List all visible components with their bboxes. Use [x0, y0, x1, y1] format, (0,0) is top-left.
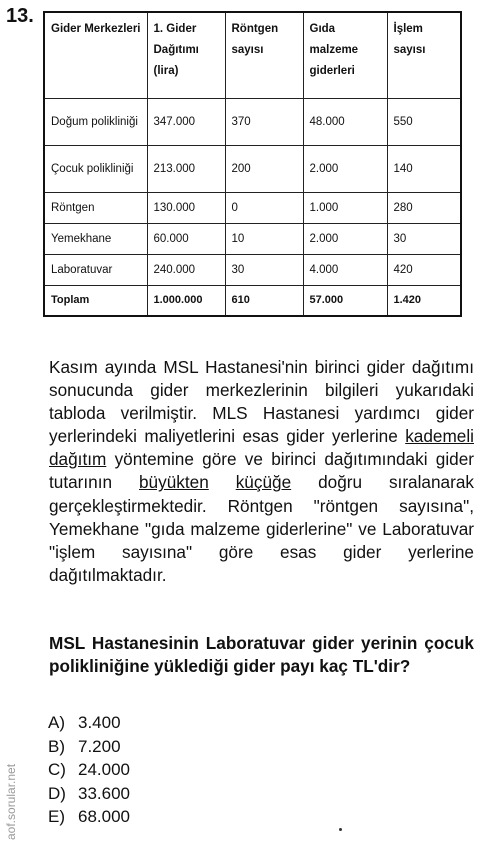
passage-space	[209, 472, 236, 492]
table-cell: Toplam	[44, 286, 147, 317]
table-cell: 48.000	[303, 99, 387, 146]
table-cell: 57.000	[303, 286, 387, 317]
table-cell: 280	[387, 193, 461, 224]
option-text: 33.600	[78, 783, 130, 803]
side-watermark: aof.sorular.net	[4, 763, 18, 840]
header-first-distribution: 1. Gider Dağıtımı (lira)	[147, 12, 225, 99]
table-cell: 213.000	[147, 146, 225, 193]
answer-option-b[interactable]	[48, 735, 130, 759]
passage-text: yöntemine göre ve birinci dağıtımındaki gider tutarının	[49, 449, 474, 493]
table-cell: Röntgen	[44, 193, 147, 224]
cost-table	[43, 11, 462, 317]
table-cell: 1.000	[303, 193, 387, 224]
option-text: 24.000	[78, 760, 130, 780]
table-cell: 370	[225, 99, 303, 146]
table-header-row	[44, 12, 461, 99]
table-cell: 10	[225, 224, 303, 255]
table-cell: Yemekhane	[44, 224, 147, 255]
table-cell: 610	[225, 286, 303, 317]
underlined-term: kademeli	[405, 426, 474, 447]
table-total-row	[44, 286, 461, 317]
table-cell: 550	[387, 99, 461, 146]
table-cell: 130.000	[147, 193, 225, 224]
option-letter: C)	[48, 760, 66, 780]
answer-option-a[interactable]	[48, 711, 130, 735]
header-food-cost: Gıda malzeme giderleri	[303, 12, 387, 99]
table-cell: 240.000	[147, 255, 225, 286]
header-xray-count: Röntgen sayısı	[225, 12, 303, 99]
underlined-term: küçüğe	[235, 472, 292, 493]
table-cell: 1.420	[387, 286, 461, 317]
option-text: 3.400	[78, 713, 121, 732]
table-cell: 140	[387, 146, 461, 193]
underlined-term: büyükten	[139, 472, 209, 493]
option-letter: A)	[48, 713, 65, 732]
option-text: 7.200	[78, 736, 121, 756]
table-cell: 347.000	[147, 99, 225, 146]
question-stem: MSL Hastanesinin Laboratuvar gider yerinin çocuk polikliniğine yüklediği gider payı kaç TL'dir?	[49, 633, 474, 676]
table-cell: Doğum polikliniği	[44, 99, 147, 146]
underlined-term: dağıtım	[49, 449, 107, 470]
table-cell: Çocuk polikliniği	[44, 146, 147, 193]
option-letter: D)	[48, 783, 66, 803]
option-letter: B)	[48, 736, 65, 756]
table-cell: 2.000	[303, 146, 387, 193]
table-row	[44, 255, 461, 286]
table-row	[44, 146, 461, 193]
table-cell: 30	[225, 255, 303, 286]
question-number: 13.	[6, 5, 34, 27]
header-cost-center: Gider Merkezleri	[44, 12, 147, 99]
table-row	[44, 193, 461, 224]
passage-text: Kasım ayında MSL Hastanesi'nin birinci gider dağıtımı sonucunda gider merkezlerinin bilgileri yukarıdaki tabloda verilmiştir. MLS Hastanesi yardımcı gider yerlerindeki maliyetlerini esas gider yerlerine	[49, 357, 474, 447]
table-cell: 0	[225, 193, 303, 224]
table-cell: 30	[387, 224, 461, 255]
table-cell: 2.000	[303, 224, 387, 255]
table-cell: 4.000	[303, 255, 387, 286]
table-cell: Laboratuvar	[44, 255, 147, 286]
table-cell: 420	[387, 255, 461, 286]
answer-options	[48, 711, 130, 829]
table-row	[44, 99, 461, 146]
header-operation-count: İşlem sayısı	[387, 12, 461, 99]
table-cell: 200	[225, 146, 303, 193]
answer-option-d[interactable]	[48, 782, 130, 806]
answer-option-c[interactable]	[48, 758, 130, 782]
table-cell: 1.000.000	[147, 286, 225, 317]
stray-dot	[339, 828, 342, 831]
passage-text: doğru sıralanarak gerçekleştirmektedir. Röntgen "röntgen sayısına", Yemekhane "gıda malzeme giderlerine" ve Laboratuvar "işlem sayısına" göre esas gider yerlerine dağıtılmaktadır.	[49, 472, 474, 585]
table-row	[44, 224, 461, 255]
option-letter: E)	[48, 807, 65, 827]
answer-option-e[interactable]	[48, 805, 130, 829]
option-text: 68.000	[78, 807, 130, 827]
question-passage	[49, 356, 474, 587]
table-cell: 60.000	[147, 224, 225, 255]
